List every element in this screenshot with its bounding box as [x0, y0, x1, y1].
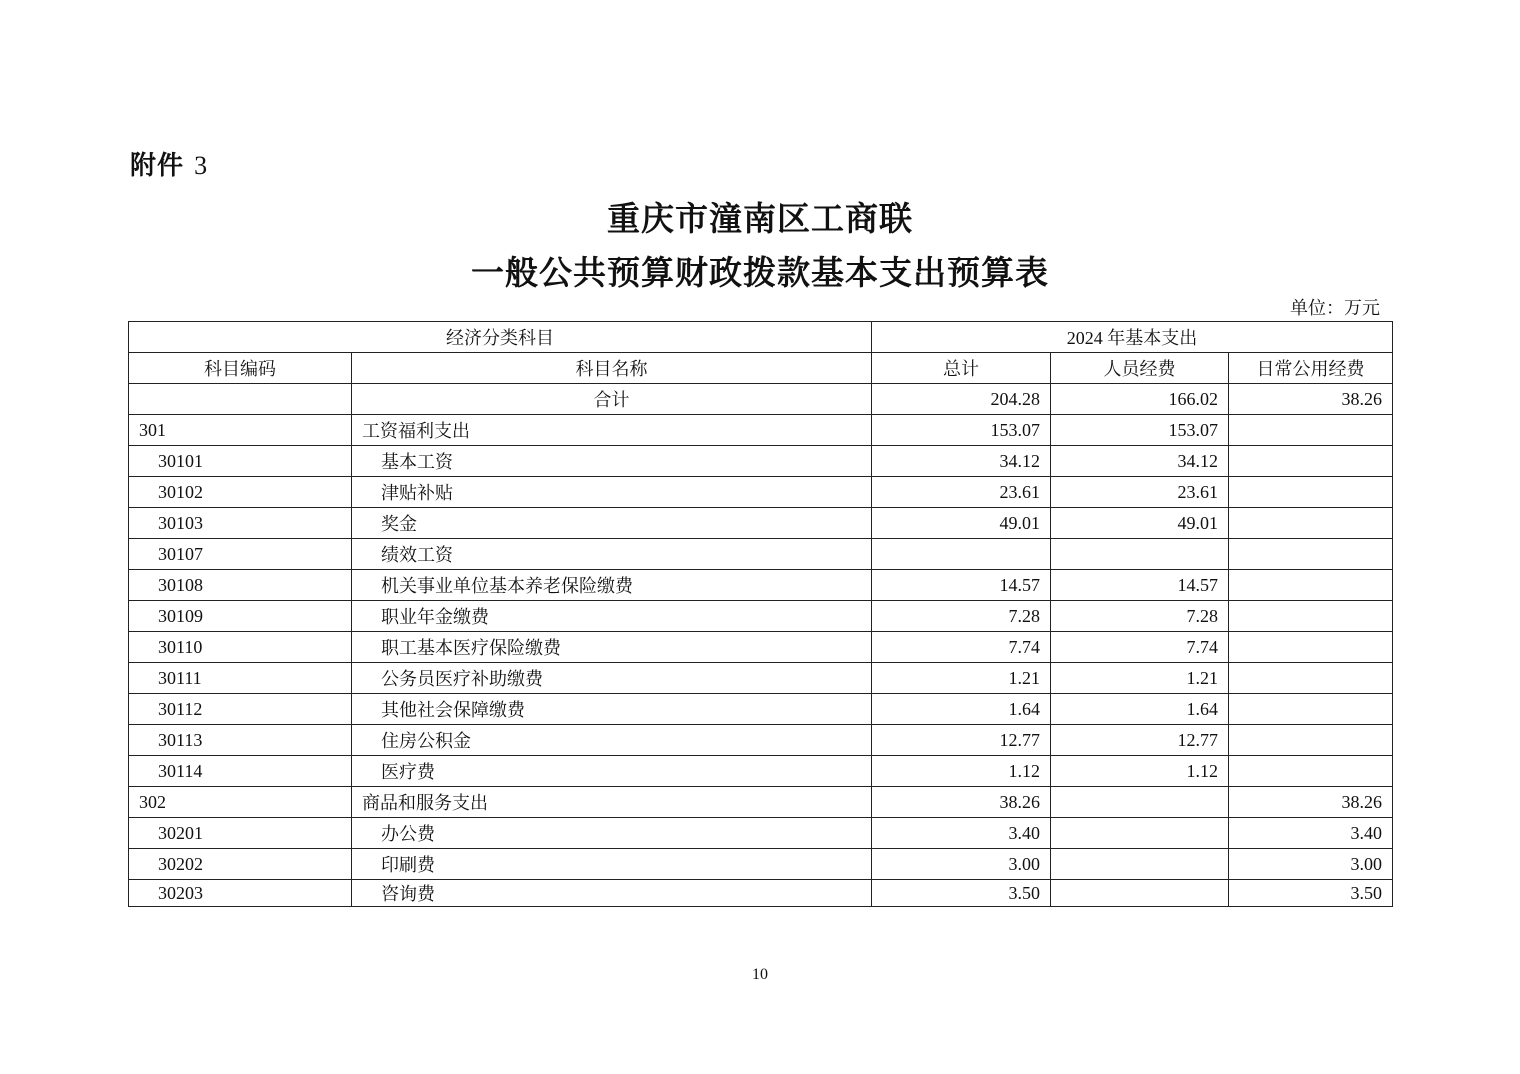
document-title-line2: 一般公共预算财政拨款基本支出预算表 — [471, 253, 1049, 292]
table-row — [129, 818, 1393, 849]
total-cell: 1.21 — [872, 663, 1051, 694]
name-cell: 津贴补贴 — [352, 477, 872, 508]
total-cell: 7.74 — [872, 632, 1051, 663]
table-row — [129, 539, 1393, 570]
column-header-code: 科目编码 — [129, 353, 352, 384]
document-title-line1: 重庆市潼南区工商联 — [607, 199, 913, 238]
total-cell: 14.57 — [872, 570, 1051, 601]
name-cell: 工资福利支出 — [352, 415, 872, 446]
table-row — [129, 601, 1393, 632]
personnel-cell: 7.28 — [1051, 601, 1229, 632]
personnel-cell: 1.64 — [1051, 694, 1229, 725]
public-cell — [1229, 539, 1393, 570]
code-cell: 30201 — [129, 818, 352, 849]
column-header-public: 日常公用经费 — [1229, 353, 1393, 384]
total-cell: 7.28 — [872, 601, 1051, 632]
total-personnel-cell: 166.02 — [1051, 384, 1229, 415]
code-cell: 30107 — [129, 539, 352, 570]
total-public-cell: 38.26 — [1229, 384, 1393, 415]
table-row — [129, 508, 1393, 539]
public-cell: 3.40 — [1229, 818, 1393, 849]
personnel-cell: 34.12 — [1051, 446, 1229, 477]
code-cell: 30203 — [129, 880, 352, 907]
group-header-economic-class: 经济分类科目 — [129, 322, 872, 353]
code-cell: 30101 — [129, 446, 352, 477]
code-cell: 30202 — [129, 849, 352, 880]
table-row — [129, 415, 1393, 446]
code-cell: 30113 — [129, 725, 352, 756]
total-cell: 1.64 — [872, 694, 1051, 725]
public-cell — [1229, 663, 1393, 694]
code-cell: 30103 — [129, 508, 352, 539]
name-cell: 绩效工资 — [352, 539, 872, 570]
total-cell: 12.77 — [872, 725, 1051, 756]
public-cell — [1229, 694, 1393, 725]
public-cell — [1229, 601, 1393, 632]
public-cell: 38.26 — [1229, 787, 1393, 818]
table-row — [129, 725, 1393, 756]
name-cell: 基本工资 — [352, 446, 872, 477]
public-cell — [1229, 570, 1393, 601]
personnel-cell: 1.21 — [1051, 663, 1229, 694]
table-row — [129, 446, 1393, 477]
total-cell: 49.01 — [872, 508, 1051, 539]
personnel-cell — [1051, 787, 1229, 818]
attachment-number: 3 — [194, 151, 209, 180]
personnel-cell: 1.12 — [1051, 756, 1229, 787]
attachment-text: 附件 — [130, 151, 185, 181]
total-code-cell — [129, 384, 352, 415]
public-cell — [1229, 725, 1393, 756]
name-cell: 职工基本医疗保险缴费 — [352, 632, 872, 663]
total-cell: 153.07 — [872, 415, 1051, 446]
name-cell: 办公费 — [352, 818, 872, 849]
personnel-cell: 14.57 — [1051, 570, 1229, 601]
table-row — [129, 632, 1393, 663]
table-row — [129, 663, 1393, 694]
code-cell: 30102 — [129, 477, 352, 508]
column-header-name: 科目名称 — [352, 353, 872, 384]
table-row — [129, 849, 1393, 880]
page-number: 10 — [752, 966, 768, 983]
table-row — [129, 694, 1393, 725]
group-header-row — [129, 322, 1393, 353]
personnel-cell — [1051, 849, 1229, 880]
total-cell: 3.40 — [872, 818, 1051, 849]
personnel-cell: 12.77 — [1051, 725, 1229, 756]
personnel-cell — [1051, 880, 1229, 907]
total-cell: 34.12 — [872, 446, 1051, 477]
public-cell — [1229, 508, 1393, 539]
name-cell: 咨询费 — [352, 880, 872, 907]
name-cell: 商品和服务支出 — [352, 787, 872, 818]
code-cell: 30112 — [129, 694, 352, 725]
total-cell: 38.26 — [872, 787, 1051, 818]
personnel-cell: 49.01 — [1051, 508, 1229, 539]
table-row — [129, 570, 1393, 601]
name-cell: 机关事业单位基本养老保险缴费 — [352, 570, 872, 601]
public-cell: 3.00 — [1229, 849, 1393, 880]
name-cell: 其他社会保障缴费 — [352, 694, 872, 725]
public-cell — [1229, 477, 1393, 508]
name-cell: 住房公积金 — [352, 725, 872, 756]
column-header-personnel: 人员经费 — [1051, 353, 1229, 384]
total-cell: 23.61 — [872, 477, 1051, 508]
code-cell: 30109 — [129, 601, 352, 632]
column-header-total: 总计 — [872, 353, 1051, 384]
table-row — [129, 880, 1393, 907]
public-cell — [1229, 415, 1393, 446]
code-cell: 30110 — [129, 632, 352, 663]
table-row — [129, 756, 1393, 787]
group-header-basic-expenditure: 2024 年基本支出 — [872, 322, 1393, 353]
unit-label: 单位：万元 — [1290, 298, 1380, 318]
total-cell: 3.50 — [872, 880, 1051, 907]
total-cell — [872, 539, 1051, 570]
personnel-cell: 7.74 — [1051, 632, 1229, 663]
name-cell: 奖金 — [352, 508, 872, 539]
name-cell: 医疗费 — [352, 756, 872, 787]
table-row — [129, 477, 1393, 508]
code-cell: 302 — [129, 787, 352, 818]
total-amount-cell: 204.28 — [872, 384, 1051, 415]
attachment-label — [130, 145, 208, 182]
budget-table — [128, 321, 1393, 907]
code-cell: 30111 — [129, 663, 352, 694]
public-cell — [1229, 446, 1393, 477]
name-cell: 职业年金缴费 — [352, 601, 872, 632]
total-cell: 1.12 — [872, 756, 1051, 787]
personnel-cell — [1051, 818, 1229, 849]
name-cell: 公务员医疗补助缴费 — [352, 663, 872, 694]
name-cell: 印刷费 — [352, 849, 872, 880]
total-row — [129, 384, 1393, 415]
code-cell: 30114 — [129, 756, 352, 787]
personnel-cell: 153.07 — [1051, 415, 1229, 446]
personnel-cell — [1051, 539, 1229, 570]
code-cell: 30108 — [129, 570, 352, 601]
public-cell — [1229, 632, 1393, 663]
column-header-row — [129, 353, 1393, 384]
total-cell: 3.00 — [872, 849, 1051, 880]
code-cell: 301 — [129, 415, 352, 446]
personnel-cell: 23.61 — [1051, 477, 1229, 508]
table-row — [129, 787, 1393, 818]
public-cell — [1229, 756, 1393, 787]
total-name-cell: 合计 — [352, 384, 872, 415]
public-cell: 3.50 — [1229, 880, 1393, 907]
